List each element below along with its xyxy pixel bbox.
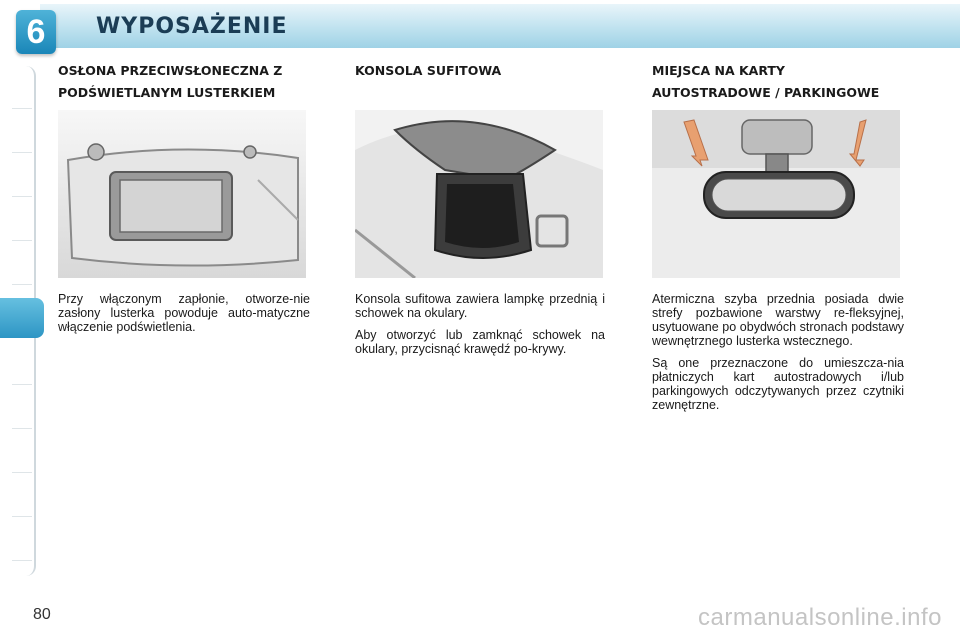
chapter-tab[interactable]	[12, 242, 32, 285]
section-body	[58, 292, 310, 334]
chapter-number-badge: 6	[16, 10, 56, 54]
section-body	[355, 292, 605, 356]
chapter-tab[interactable]	[12, 110, 32, 153]
section-toll-card-zones	[652, 60, 904, 420]
section-heading: OSŁONA PRZECIWSŁONECZNA Z PODŚWIETLANYM LUSTERKIEM	[58, 63, 283, 100]
watermark-text: carmanualsonline.info	[698, 604, 942, 631]
section-heading: MIEJSCA NA KARTY AUTOSTRADOWE / PARKINGOWE	[652, 63, 880, 100]
paragraph: Przy włączonym zapłonie, otworze-nie zasłony lusterka powoduje auto-matyczne włączenie podświetlenia.	[58, 292, 310, 334]
chapter-tab[interactable]	[12, 66, 32, 109]
paragraph: Konsola sufitowa zawiera lampkę przednią i schowek na okulary.	[355, 292, 605, 320]
chapter-tab[interactable]	[12, 518, 32, 561]
page-header	[0, 0, 960, 58]
chapter-tab-active[interactable]	[0, 298, 44, 338]
chapter-tabs	[12, 66, 36, 576]
section-body	[652, 292, 904, 412]
section-heading: KONSOLA SUFITOWA	[355, 63, 502, 78]
chapter-tab[interactable]	[12, 430, 32, 473]
page-title: WYPOSAŻENIE	[96, 14, 288, 39]
chapter-tab[interactable]	[12, 342, 32, 385]
paragraph: Aby otworzyć lub zamknąć schowek na okulary, przycisnąć krawędź po-krywy.	[355, 328, 605, 356]
chapter-tab[interactable]	[12, 386, 32, 429]
page-number: 80	[33, 606, 51, 623]
sun-visor-illustration	[58, 110, 306, 278]
paragraph: Atermiczna szyba przednia posiada dwie strefy pozbawione warstwy re-fleksyjnej, usytuowane po obydwóch stronach podstawy wewnętrznego lusterka wstecznego.	[652, 292, 904, 348]
chapter-tab[interactable]	[12, 474, 32, 517]
paragraph: Są one przeznaczone do umieszcza-nia płatniczych kart autostradowych i/lub parkingowych odczytywanych przez czytniki zewnętrzne.	[652, 356, 904, 412]
chapter-tab[interactable]	[12, 154, 32, 197]
rearview-mirror-illustration	[652, 110, 900, 278]
chapter-tab[interactable]	[12, 198, 32, 241]
section-overhead-console	[355, 60, 605, 364]
overhead-console-illustration	[355, 110, 603, 278]
section-sun-visor	[58, 60, 310, 342]
